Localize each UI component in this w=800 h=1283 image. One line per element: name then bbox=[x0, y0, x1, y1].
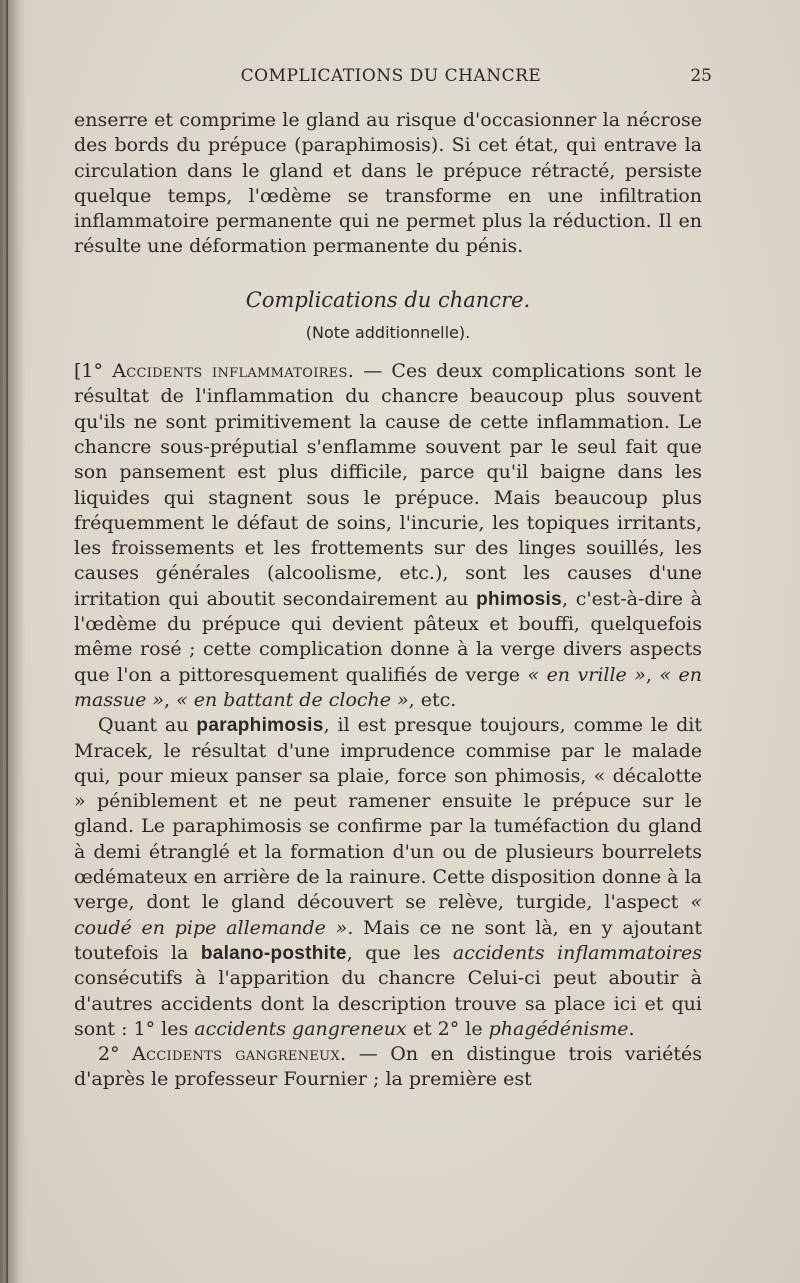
text-run: . bbox=[628, 1017, 635, 1040]
running-header bbox=[70, 64, 712, 92]
text-run: , il est presque toujours, comme le dit Mracek, le résultat d'une imprudence commise par le malade qui, pour mieux panser sa plaie, force son phimosis, « décalotte » péniblement et ne peut ramener ensuite le prépuce sur le gland. Le paraphimosis se confirme par la tuméfaction du gland à demi étranglé et la formation d'un ou de plusieurs bourrelets œdémateux en arrière de la rainure. Cette disposition donne à la verge, dont le gland découvert se relève, turgide, l'aspect bbox=[74, 714, 702, 914]
text-run: , c'est-à-dire à l'œdème du prépuce qui devient pâteux et bouffi, quelquefois même rosé ; cette complication donne à la verge divers aspects que l'on a pittoresquement qualifiés de verge bbox=[74, 587, 702, 686]
running-title: COMPLICATIONS DU CHANCRE bbox=[240, 66, 542, 86]
term-pipe-allemande: « coudé en pipe allemande » bbox=[74, 891, 702, 939]
term-phagedenisme: phagédénisme bbox=[488, 1017, 629, 1040]
book-binding-edge bbox=[0, 0, 26, 1283]
term-phimosis: phimosis bbox=[476, 588, 562, 610]
page-number: 25 bbox=[690, 66, 712, 86]
text-run: et 2° le bbox=[406, 1017, 489, 1040]
text-run: . Mais ce ne sont là, en y ajoutant toutefois la bbox=[74, 916, 702, 964]
paragraph-paraphimosis bbox=[74, 713, 702, 1042]
text-run: consécutifs à l'apparition du chancre Celui-ci peut aboutir à d'autres accidents dont la description trouve sa place ici et qui sont : 1° les bbox=[74, 967, 702, 1040]
text-run: Quant au bbox=[98, 714, 197, 737]
text-run: , bbox=[645, 663, 660, 686]
body-text bbox=[74, 108, 702, 1093]
term-accidents-inflammatoires: accidents inflammatoires bbox=[452, 941, 702, 964]
text-run: , que les bbox=[346, 941, 453, 964]
term-battant-de-cloche: « en battant de cloche » bbox=[176, 688, 409, 711]
heading-gangrenous: Accidents gangreneux. bbox=[132, 1043, 347, 1066]
term-balano-posthite: balano-posthite bbox=[200, 942, 347, 964]
paragraph-continuation: enserre et comprime le gland au risque d'occasionner la nécrose des bords du prépuce (paraphimosis). Si cet état, qui entrave la circulation dans le gland et dans le prépuce rétracté, persiste quelque temps, l'œdème se transforme en une infiltration inflammatoire permanente qui ne permet plus la réduction. Il en résulte une déformation permanente du pénis. bbox=[74, 109, 702, 258]
section-note: (Note additionnelle). bbox=[305, 322, 471, 342]
term-en-massue: « en massue » bbox=[74, 663, 702, 711]
list-number: 2° bbox=[98, 1043, 133, 1066]
bracket-number: [1° bbox=[74, 360, 113, 383]
text-run: — Ces deux complications sont le résultat de l'inflammation du chancre beaucoup plus souvent qu'ils ne sont primitivement la cause de cette inflammation. Le chancre sous-préputial s'enflamme souvent par le seul fait que son pansement est plus difficile, parce qu'il baigne dans les liquides qui stagnent sous le prépuce. Mais beaucoup plus fréquemment le défaut de soins, l'incurie, les topiques irritants, les froissements et les frottements sur des linges souillés, les causes générales (alcoolisme, etc.), sont les causes d'une irritation qui aboutit secondairement au bbox=[74, 360, 702, 610]
term-paraphimosis: paraphimosis bbox=[196, 715, 324, 737]
book-binding-line bbox=[6, 0, 8, 1283]
section-title: Complications du chancre. bbox=[245, 287, 531, 312]
term-en-vrille: « en vrille » bbox=[527, 663, 646, 686]
text-run: — On en distingue trois variétés d'après le professeur Fournier ; la première est bbox=[74, 1043, 702, 1091]
paragraph-gangrenous bbox=[74, 1042, 702, 1093]
text-run: , etc. bbox=[408, 688, 457, 711]
heading-inflammatory: Accidents inflammatoires. bbox=[112, 360, 355, 383]
term-accidents-gangreneux: accidents gangreneux bbox=[194, 1017, 407, 1040]
text-run: , bbox=[164, 688, 177, 711]
paragraph-inflammatory bbox=[74, 359, 702, 713]
